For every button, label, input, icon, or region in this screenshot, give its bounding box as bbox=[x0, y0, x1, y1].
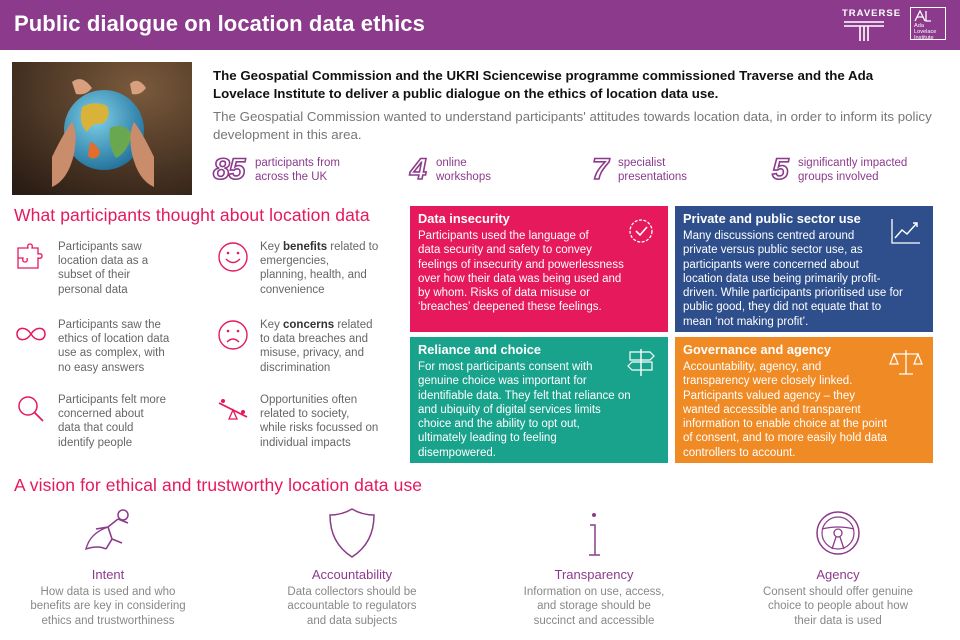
vision-item-intent bbox=[8, 505, 208, 628]
stat-number: 7 bbox=[592, 153, 608, 186]
smile-icon bbox=[216, 240, 250, 274]
box-title: Reliance and choice bbox=[418, 342, 542, 357]
intro-bold-text: The Geospatial Commission and the UKRI Sciencewise programme commissioned Traverse and the Ada Lovelace Institute to deliver a public dialogue on the ethics of location data use. bbox=[213, 68, 874, 101]
box-title: Private and public sector use bbox=[683, 211, 861, 226]
vision-title: Transparency bbox=[554, 567, 634, 582]
puzzle-icon bbox=[14, 240, 48, 274]
thought-text: Participants felt more concerned about data that could identify people bbox=[58, 394, 167, 449]
reliance-choice-box bbox=[410, 337, 668, 463]
private-public-sector-box bbox=[675, 206, 933, 332]
thought-text: Participants saw location data as a subset of their personal data bbox=[58, 241, 149, 296]
header-bar bbox=[0, 0, 960, 50]
box-body: Accountability, agency, and transparency were closely linked. Participants valued agency – they wanted accessible and transparent information to enable choice at the point of consent, and to more easily hold data controllers to account. bbox=[683, 361, 887, 459]
stat-number: 85 bbox=[213, 153, 245, 186]
vision-section-title: A vision for ethical and trustworthy location data use bbox=[14, 475, 423, 495]
steering-wheel-icon bbox=[808, 505, 868, 563]
vision-item-transparency bbox=[494, 505, 694, 628]
scales-icon bbox=[889, 347, 923, 377]
signpost-icon bbox=[624, 347, 658, 377]
shield-icon bbox=[322, 505, 382, 563]
stat-participants bbox=[213, 152, 393, 188]
stat-workshops bbox=[410, 152, 550, 188]
vision-description: Consent should offer genuine choice to people about how their data is used bbox=[762, 586, 914, 627]
stat-label: participants from across the UK bbox=[255, 157, 341, 183]
globe-hands-photo bbox=[12, 62, 192, 195]
superhero-icon bbox=[78, 505, 138, 563]
thought-item-identify-people bbox=[14, 393, 204, 457]
thought-item-concerns bbox=[216, 318, 406, 382]
stat-label: specialist presentations bbox=[618, 157, 688, 183]
thought-item-benefits bbox=[216, 240, 406, 304]
stat-label: online workshops bbox=[436, 157, 491, 183]
ada-logo-text: Ada Lovelace Institute bbox=[914, 23, 937, 41]
vision-title: Accountability bbox=[311, 567, 393, 582]
box-body: Participants used the language of data security and safety to convey feelings of insecurity and powerlessness over how their data was being used and by whom. Risks of data misuse or ‘breaches’ deepened these feelings. bbox=[418, 230, 624, 314]
thought-text: Key benefits related to emergencies, planning, health, and convenience bbox=[260, 241, 379, 296]
thought-text: Key concerns related to data breaches and misuse, privacy, and discrimination bbox=[260, 319, 373, 374]
vision-description: Data collectors should be accountable to regulators and data subjects bbox=[287, 586, 417, 627]
seesaw-icon bbox=[216, 393, 250, 427]
vision-item-accountability bbox=[252, 505, 452, 628]
governance-agency-box bbox=[675, 337, 933, 463]
box-body: For most participants consent with genuine choice was important for identifiable data. They felt that reliance on and ubiquity of digital services limits choice and the ability to opt out, ultimately leading to feeling disempowered. bbox=[418, 361, 631, 459]
info-icon bbox=[564, 505, 624, 563]
vision-description: How data is used and who benefits are key in considering ethics and trustworthiness bbox=[30, 586, 186, 627]
stat-groups bbox=[772, 152, 942, 188]
thought-text: Participants saw the ethics of location data use as complex, with no easy answers bbox=[58, 319, 170, 374]
infinity-icon bbox=[14, 318, 48, 352]
data-insecurity-box bbox=[410, 206, 668, 332]
thought-item-personal-data bbox=[14, 240, 204, 304]
traverse-logo bbox=[842, 8, 902, 42]
vision-description: Information on use, access, and storage should be succinct and accessible bbox=[523, 586, 665, 627]
ada-mark-icon bbox=[914, 10, 932, 22]
thought-item-opportunities bbox=[216, 393, 406, 457]
vision-title: Agency bbox=[816, 567, 860, 582]
thoughts-section-title: What participants thought about location data bbox=[14, 205, 370, 225]
stat-label: significantly impacted groups involved bbox=[798, 157, 908, 183]
thought-text: Opportunities often related to society, while risks focussed on individual impacts bbox=[260, 394, 379, 449]
stat-presentations bbox=[592, 152, 732, 188]
stat-number: 4 bbox=[410, 153, 426, 186]
box-body: Many discussions centred around private versus public sector use, as participants were concerned about location data use being primarily profit- driven. While participants prioritised use for public good, they did not equate that to mean ‘not making profit’. bbox=[683, 230, 903, 328]
vision-title: Intent bbox=[91, 567, 125, 582]
page-title: Public dialogue on location data ethics bbox=[14, 11, 425, 36]
vision-item-agency bbox=[738, 505, 938, 628]
check-badge-icon bbox=[624, 216, 658, 246]
stat-number: 5 bbox=[772, 153, 788, 186]
box-title: Governance and agency bbox=[683, 342, 831, 357]
frown-icon bbox=[216, 318, 250, 352]
traverse-mark-icon bbox=[842, 20, 886, 42]
ada-lovelace-logo bbox=[910, 7, 946, 40]
intro-light-text: The Geospatial Commission wanted to understand participants' attitudes towards location data, in order to inform its policy development in this area. bbox=[213, 109, 932, 142]
box-title: Data insecurity bbox=[418, 211, 510, 226]
magnifier-icon bbox=[14, 393, 48, 427]
thought-item-complex-ethics bbox=[14, 318, 204, 382]
traverse-logo-text: TRAVERSE bbox=[842, 8, 902, 19]
trend-chart-icon bbox=[889, 216, 923, 246]
